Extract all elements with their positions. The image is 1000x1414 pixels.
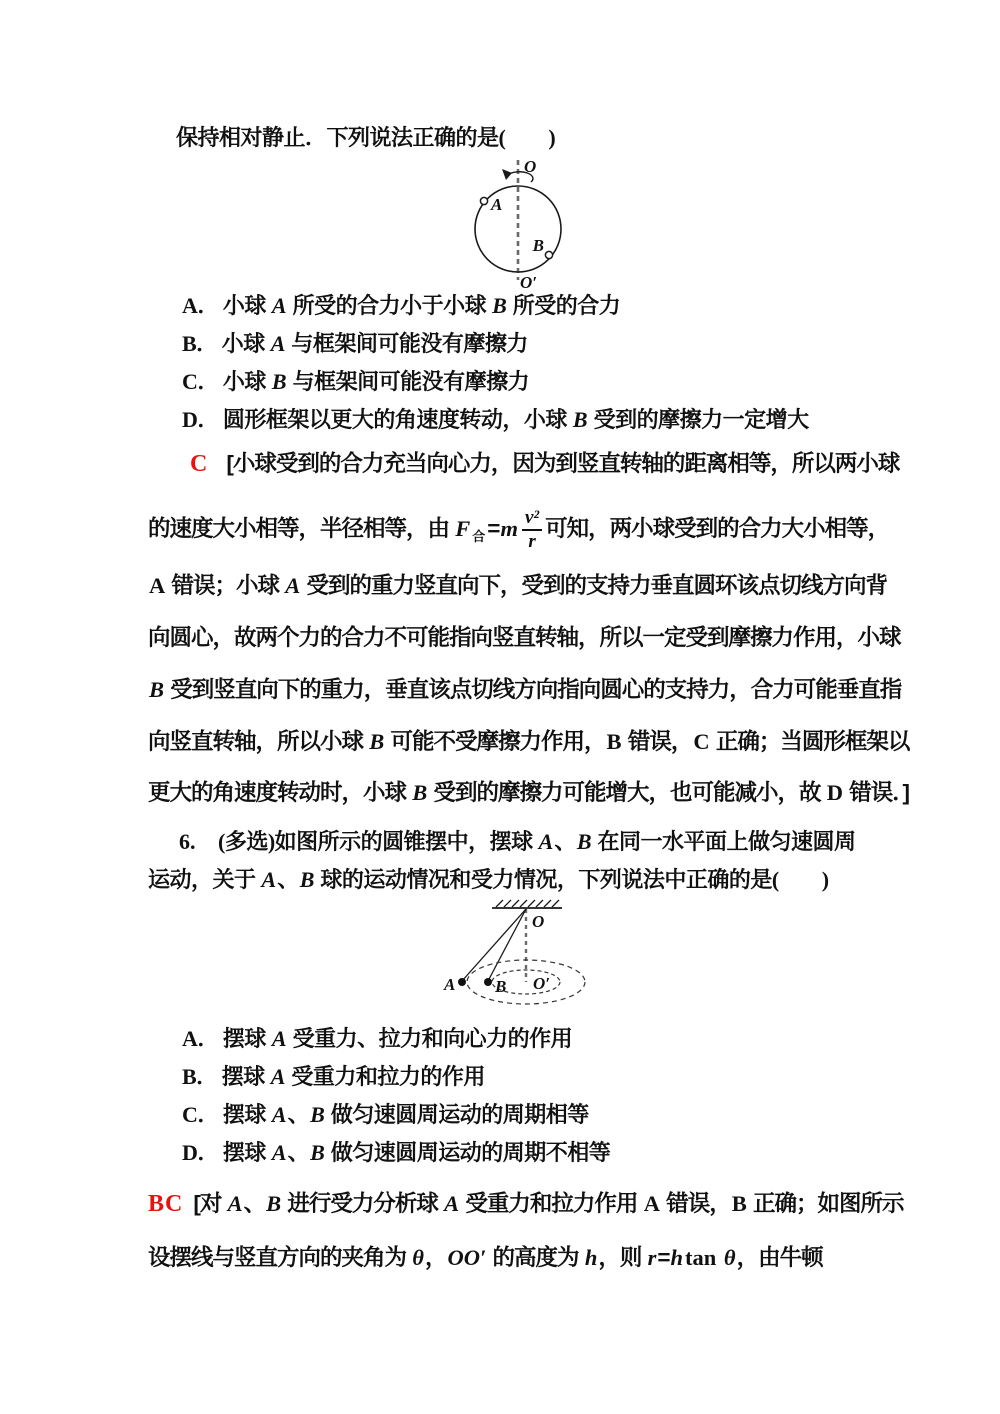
q5-answer-line-6: 向竖直转轴，所以小球 B 可能不受摩擦力作用，B 错误，C 正确；当圆形框架以 (148, 729, 910, 754)
q5-option-c (148, 366, 529, 398)
math-variable: A (270, 1064, 286, 1089)
explanation-text: [对 A、B 进行受力分析球 A 受重力和拉力作用 A 错误，B 正确；如图所示 (193, 1191, 904, 1216)
math-variable: r (647, 1245, 657, 1270)
option-letter: A． (182, 293, 219, 318)
q5-answer-line-5: B 受到竖直向下的重力，垂直该点切线方向指向圆心的支持力，合力可能垂直指 (149, 677, 902, 702)
q5-answer-line-4: 向圆心，故两个力的合力不可能指向竖直转轴，所以一定受到摩擦力作用，小球 (148, 625, 901, 650)
math-variable: θ (723, 1245, 736, 1270)
q5-intro-line: 保持相对静止．下列说法正确的是( ) (176, 125, 556, 150)
q5-option-a (148, 290, 620, 322)
roman-letter: A (149, 573, 166, 598)
option-letter: D． (182, 1140, 219, 1165)
math-variable: B (576, 829, 592, 854)
fraction-denominator: r (528, 530, 536, 552)
label-axis-bottom-o-prime: O′ (520, 273, 538, 292)
q5-answer-line-2: 的速度大小相等，半径相等，由 F $_合$=m $\frac{\text{v²}}{r}$ 可知，两小球受到的合力大小相等， (148, 507, 890, 552)
math-variable: OO′ (447, 1245, 487, 1270)
subscript: 合 (472, 529, 486, 545)
label-ball-b: B (532, 236, 544, 255)
option-text: 小球 B 与框架间可能没有摩擦力 (222, 369, 530, 394)
explanation-text: [小球受到的合力充当向心力，因为到竖直转轴的距离相等，所以两小球 (226, 451, 900, 476)
math-variable: F (455, 515, 471, 541)
option-text: 圆形框架以更大的角速度转动，小球 B 受到的摩擦力一定增大 (222, 407, 809, 432)
option-text: 小球 A 所受的合力小于小球 B 所受的合力 (222, 293, 621, 318)
math-variable: A (261, 867, 277, 892)
option-letter: C． (182, 1102, 219, 1127)
q6-answer-line-1 (148, 1188, 903, 1220)
q6-option-a (148, 1023, 572, 1055)
math-variable: A (271, 1026, 287, 1051)
math-variable: B (310, 1140, 325, 1165)
label-pivot-o: O (532, 912, 545, 931)
math-variable: A (285, 573, 301, 598)
option-text: 摆球 A 受重力和拉力的作用 (221, 1064, 485, 1089)
math-variable: A (271, 1102, 287, 1127)
option-text: 小球 A 与框架间可能没有摩擦力 (221, 331, 528, 356)
label-center-o-prime: O′ (533, 974, 551, 993)
math-variable: A (271, 1140, 287, 1165)
roman-letter: B (606, 729, 622, 754)
math-variable: B (572, 407, 588, 432)
q5-option-d (148, 404, 809, 436)
q6-answer-letter: BC (148, 1191, 184, 1217)
math-variable: B (149, 677, 165, 702)
q5-answer-line-1 (148, 448, 899, 480)
math-variable: B (271, 369, 287, 394)
q6-stem-line-2: 运动，关于 A、B 球的运动情况和受力情况，下列说法中正确的是( ) (148, 867, 829, 892)
q6-stem-line-1: 6. (多选)如图所示的圆锥摆中，摆球 A、B 在同一水平面上做匀速圆周 (179, 829, 856, 854)
roman-letter: D (826, 780, 844, 805)
fraction (522, 508, 542, 552)
q6-option-c (148, 1099, 589, 1131)
rotation-arrowhead-icon (502, 169, 512, 180)
q5-answer-line-7: 更大的角速度转动时，小球 B 受到的摩擦力可能增大，也可能减小，故 D 错误．] (148, 780, 910, 805)
q5-answer-line-3: A 错误；小球 A 受到的重力竖直向下，受到的支持力垂直圆环该点切线方向背 (149, 573, 888, 598)
option-letter: C． (182, 369, 219, 394)
math-variable: B (492, 293, 507, 318)
ceiling-hatching (496, 900, 559, 907)
math-variable: A (227, 1191, 243, 1216)
roman-letter: C (693, 729, 710, 754)
math-variable: B (412, 780, 428, 805)
option-letter: A． (182, 1026, 219, 1051)
math-variable: A (270, 331, 286, 356)
q6-figure-conical-pendulum (440, 897, 630, 1022)
math-variable: A (538, 829, 554, 854)
ball-a (480, 197, 487, 204)
math-variable: B (310, 1102, 325, 1127)
label-ball-a: A (491, 195, 503, 214)
ball-b (484, 978, 492, 986)
option-letter: B． (182, 331, 218, 356)
label-ball-a: A (444, 975, 456, 994)
roman-letter: 6. (179, 829, 196, 854)
math-variable: B (299, 867, 315, 892)
label-axis-top-o: O (524, 157, 537, 176)
q6-option-d (148, 1137, 610, 1169)
q6-option-b (148, 1061, 485, 1093)
math-variable: A (271, 293, 287, 318)
ball-a (458, 978, 466, 986)
ball-b (545, 251, 552, 258)
option-text: 摆球 A、B 做匀速圆周运动的周期相等 (222, 1102, 589, 1127)
roman-letter: tan (685, 1245, 722, 1270)
fraction-numerator: v² (522, 508, 542, 531)
math-variable: B (266, 1191, 282, 1216)
q6-answer-line-2: 设摆线与竖直方向的夹角为 θ，OO′ 的高度为 h，则 r=htan θ，由牛顿 (148, 1245, 823, 1270)
q5-answer-letter: C (190, 451, 209, 477)
option-letter: D． (182, 407, 219, 432)
math-variable: B (369, 729, 385, 754)
roman-letter: A (643, 1191, 660, 1216)
math-variable: h (670, 1245, 684, 1270)
math-variable: m (500, 515, 518, 541)
q5-figure-rotating-ring (450, 150, 622, 296)
math-variable: θ (412, 1245, 424, 1270)
option-letter: B． (182, 1064, 218, 1089)
q5-option-b (148, 328, 528, 360)
math-variable: h (584, 1245, 598, 1270)
option-text: 摆球 A、B 做匀速圆周运动的周期不相等 (222, 1140, 611, 1165)
math-variable: A (444, 1191, 460, 1216)
option-text: 摆球 A 受重力、拉力和向心力的作用 (222, 1026, 573, 1051)
roman-letter: B (731, 1191, 747, 1216)
label-ball-b: B (495, 977, 507, 996)
